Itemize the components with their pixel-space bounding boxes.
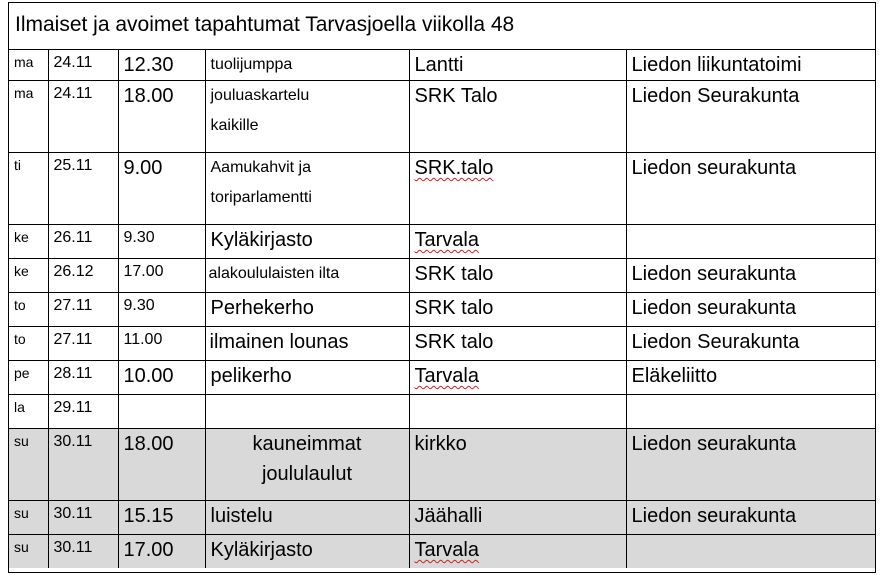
activity-cell: Aamukahvit ja toriparlamentti [205, 153, 409, 225]
time-cell: 18.00 [118, 429, 205, 501]
day-cell: ma [9, 50, 48, 81]
organizer-cell: Liedon liikuntatoimi [626, 50, 875, 81]
date-cell: 26.12 [48, 259, 118, 293]
table-row [9, 81, 875, 153]
place-cell [409, 361, 626, 395]
day-cell: to [9, 293, 48, 327]
events-table [9, 50, 875, 568]
table-row [9, 429, 875, 501]
activity-cell: luistelu [205, 501, 409, 535]
place-cell [409, 153, 626, 225]
organizer-cell [626, 225, 875, 259]
place-text: Tarvala [414, 365, 479, 387]
table-row [9, 153, 875, 225]
place-cell: kirkko [409, 429, 626, 501]
organizer-cell: Liedon Seurakunta [626, 327, 875, 361]
time-cell: 10.00 [118, 361, 205, 395]
day-cell: su [9, 501, 48, 535]
activity-cell: Kyläkirjasto [205, 535, 409, 568]
day-cell: pe [9, 361, 48, 395]
date-cell: 27.11 [48, 327, 118, 361]
activity-cell: tuolijumppa [205, 50, 409, 81]
date-cell: 28.11 [48, 361, 118, 395]
time-cell: 11.00 [118, 327, 205, 361]
place-text: SRK.talo [414, 157, 494, 179]
date-cell: 29.11 [48, 395, 118, 429]
day-cell: su [9, 429, 48, 501]
activity-cell: alakoululaisten ilta [205, 259, 409, 293]
table-row [9, 225, 875, 259]
organizer-cell [626, 535, 875, 568]
place-text: Tarvala [414, 229, 479, 251]
day-cell: ke [9, 225, 48, 259]
organizer-cell: Liedon seurakunta [626, 429, 875, 501]
date-cell: 30.11 [48, 535, 118, 568]
place-cell: Jäähalli [409, 501, 626, 535]
organizer-cell: Eläkeliitto [626, 361, 875, 395]
day-cell: to [9, 327, 48, 361]
time-cell [118, 395, 205, 429]
place-cell: SRK talo [409, 259, 626, 293]
activity-cell: ilmainen lounas [205, 327, 409, 361]
organizer-cell: Liedon Seurakunta [626, 81, 875, 153]
organizer-cell: Liedon seurakunta [626, 259, 875, 293]
time-cell: 9.00 [118, 153, 205, 225]
table-row [9, 361, 875, 395]
day-cell: ke [9, 259, 48, 293]
organizer-cell: Liedon seurakunta [626, 293, 875, 327]
table-row [9, 395, 875, 429]
date-cell: 25.11 [48, 153, 118, 225]
place-cell: SRK talo [409, 327, 626, 361]
table-row [9, 535, 875, 568]
activity-cell [205, 395, 409, 429]
page-title: Ilmaiset ja avoimet tapahtumat Tarvasjoella viikolla 48 [9, 3, 875, 50]
event-schedule [8, 2, 876, 573]
table-row [9, 501, 875, 535]
day-cell: ti [9, 153, 48, 225]
date-cell: 24.11 [48, 50, 118, 81]
activity-cell: Kyläkirjasto [205, 225, 409, 259]
table-row [9, 50, 875, 81]
time-cell: 9.30 [118, 225, 205, 259]
time-cell: 17.00 [118, 259, 205, 293]
date-cell: 26.11 [48, 225, 118, 259]
table-row [9, 327, 875, 361]
time-cell: 18.00 [118, 81, 205, 153]
place-cell [409, 225, 626, 259]
day-cell: su [9, 535, 48, 568]
place-cell: SRK Talo [409, 81, 626, 153]
time-cell: 9.30 [118, 293, 205, 327]
place-text: Tarvala [414, 539, 479, 561]
date-cell: 24.11 [48, 81, 118, 153]
place-cell: SRK talo [409, 293, 626, 327]
organizer-cell: Liedon seurakunta [626, 153, 875, 225]
activity-cell: Perhekerho [205, 293, 409, 327]
table-row [9, 259, 875, 293]
date-cell: 30.11 [48, 501, 118, 535]
time-cell: 17.00 [118, 535, 205, 568]
date-cell: 27.11 [48, 293, 118, 327]
activity-cell: jouluaskartelu kaikille [205, 81, 409, 153]
time-cell: 15.15 [118, 501, 205, 535]
date-cell: 30.11 [48, 429, 118, 501]
activity-cell: kauneimmat joululaulut [205, 429, 409, 501]
time-cell: 12.30 [118, 50, 205, 81]
table-row [9, 293, 875, 327]
day-cell: la [9, 395, 48, 429]
activity-cell: pelikerho [205, 361, 409, 395]
day-cell: ma [9, 81, 48, 153]
place-cell [409, 395, 626, 429]
organizer-cell: Liedon seurakunta [626, 501, 875, 535]
place-cell [409, 535, 626, 568]
organizer-cell [626, 395, 875, 429]
place-cell: Lantti [409, 50, 626, 81]
